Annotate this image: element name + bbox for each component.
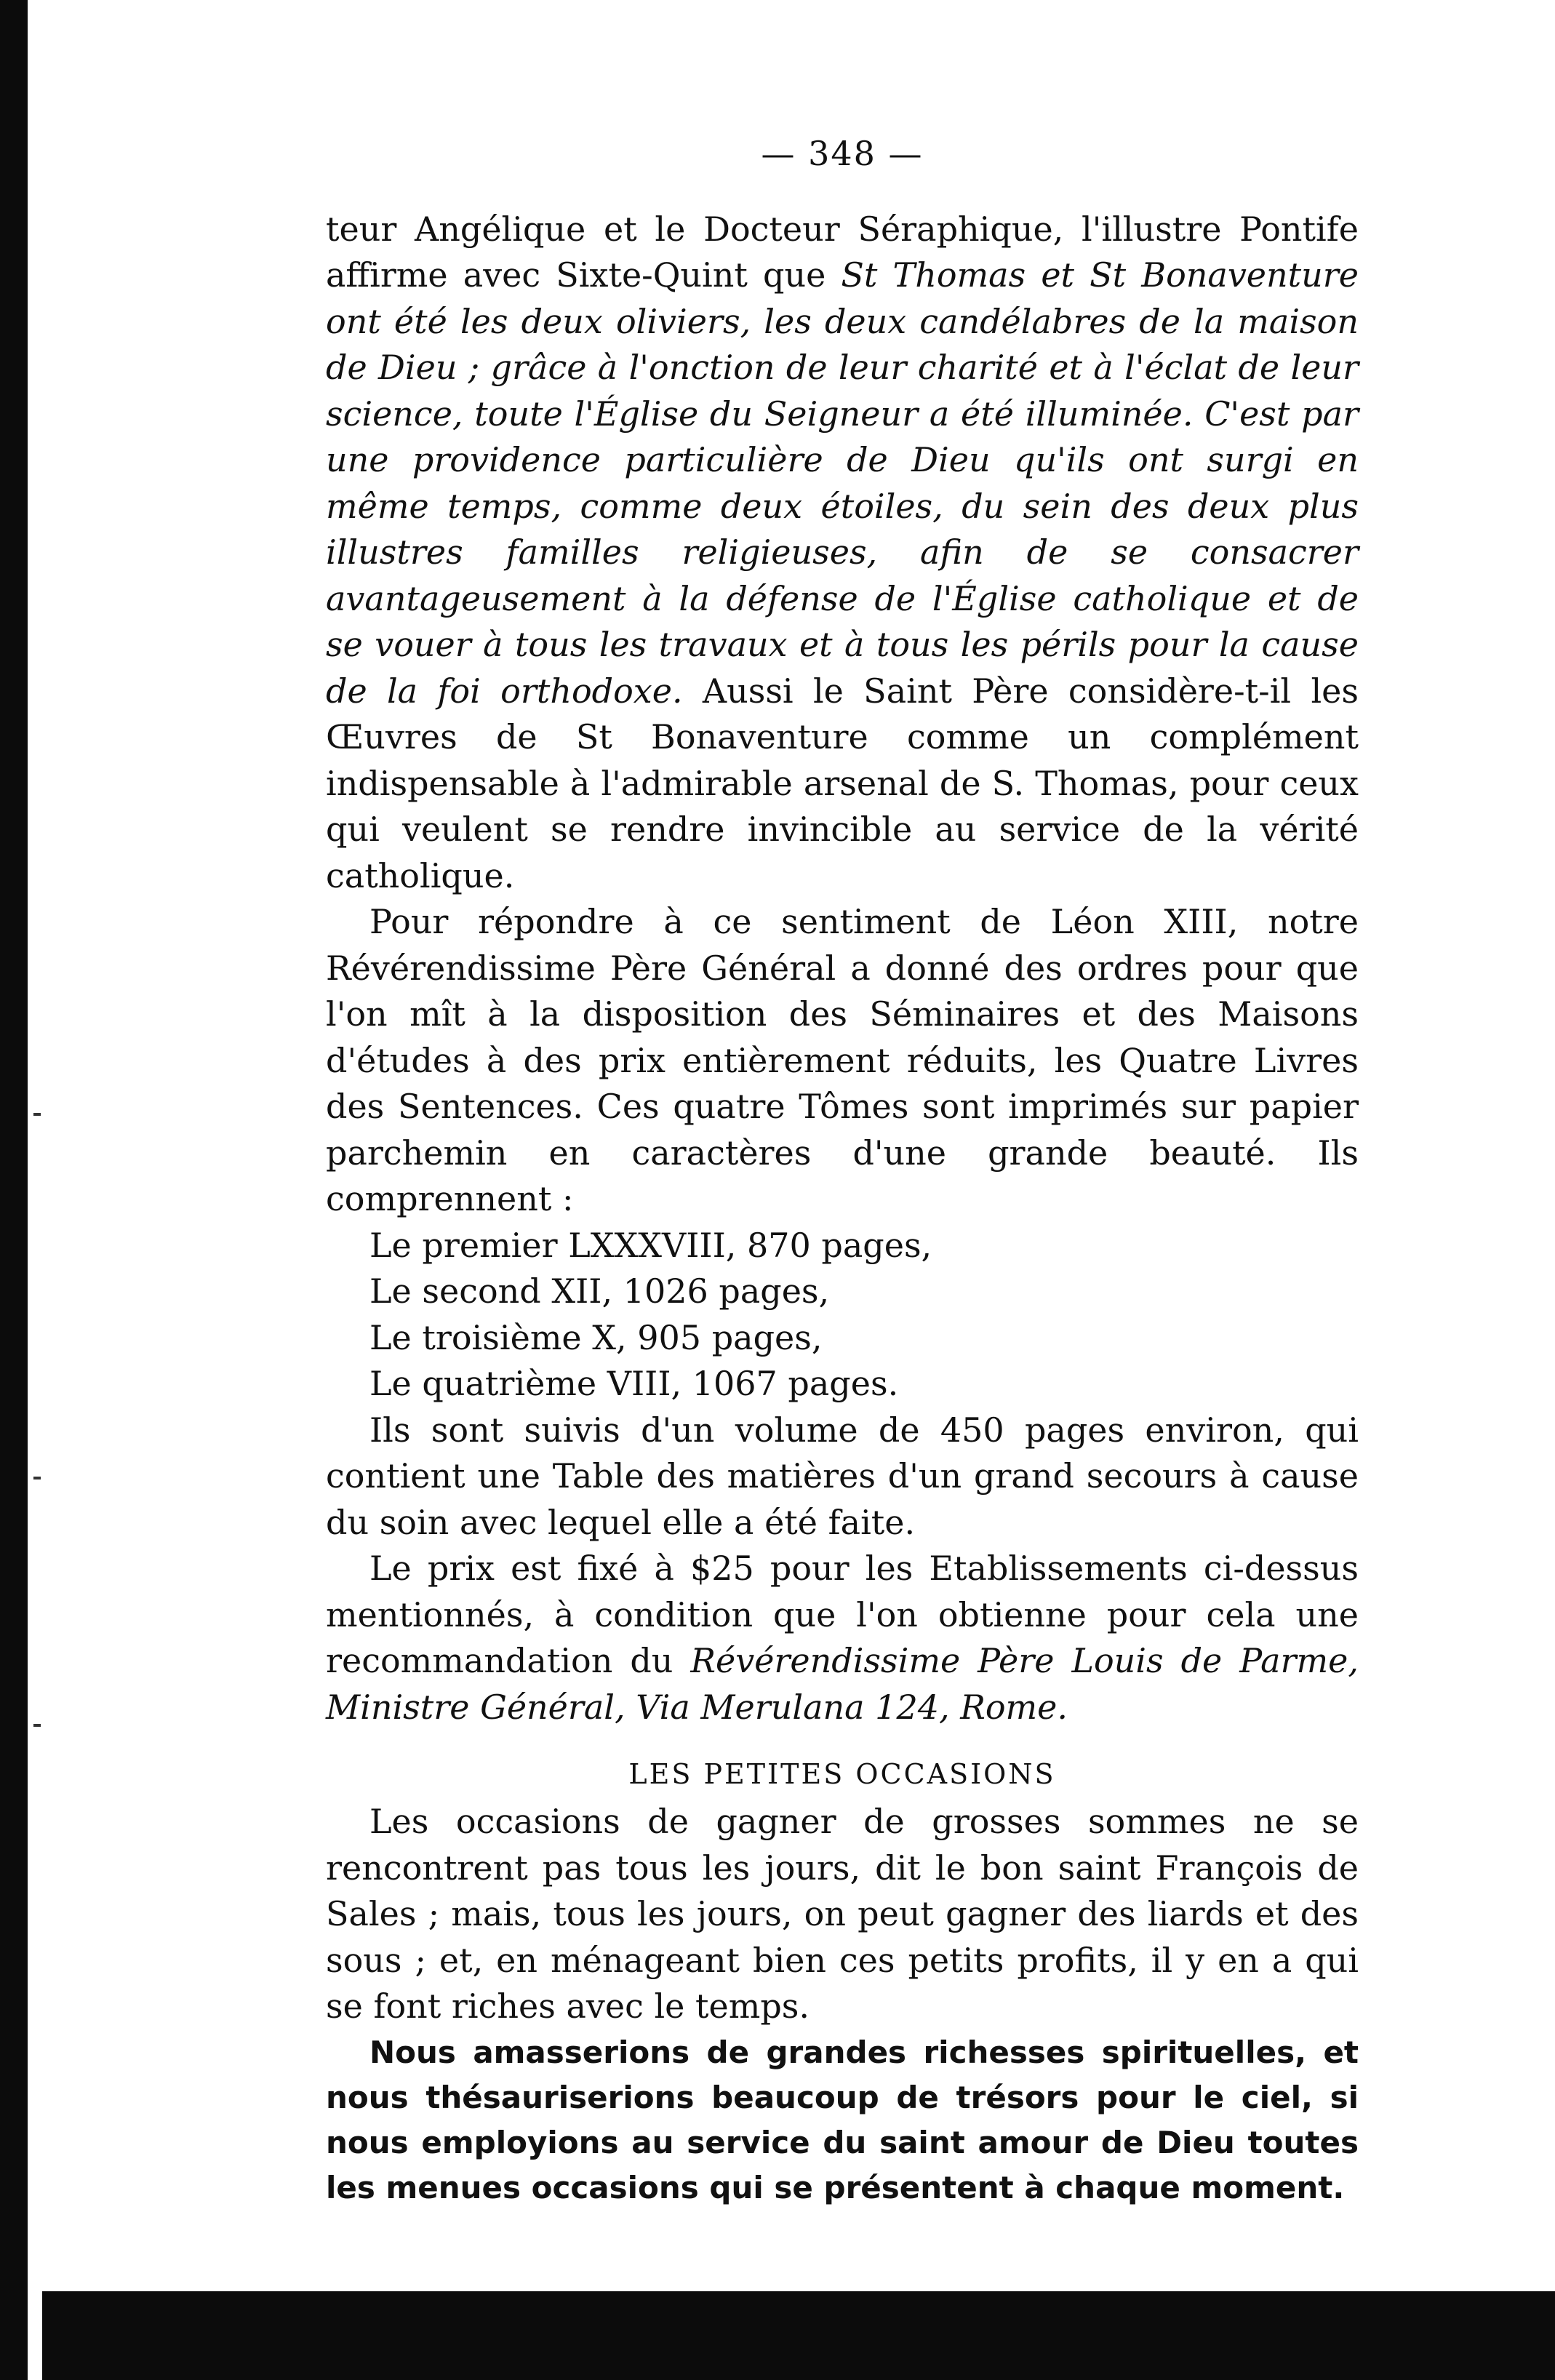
paragraph-1 xyxy=(326,207,1359,900)
section-title: LES PETITES OCCASIONS xyxy=(628,1758,1056,1790)
paragraph-2: Pour répondre à ce sentiment de Léon XIII, notre Révérendissime Père Général a donné des ordres pour que l'on mît à la disposition des Séminaires et des Maisons d'études à des prix entièrement réduits, les Quatre Livres des Sentences. Ces quatre Tômes sont imprimés sur papier parchemin en caractères d'une grande beauté. Ils comprennent : xyxy=(326,902,1359,1218)
list-item: Le quatrième VIII, 1067 pages. xyxy=(369,1364,899,1403)
paragraph-1-continuation: Aussi le Saint Père considère-t-il les Œuvres de St Bonaventure comme un complément indispensable à l'admirable arsenal de S. Thomas, pour ceux qui veulent se rendre invincible au service de la vérité catholique. xyxy=(326,671,1359,895)
paragraph-1-italic-quote: St Thomas et St Bonaventure ont été les deux oliviers, les deux candélabres de la maison de Dieu ; grâce à l'onction de leur charité et à l'éclat de leur science, toute l'Église du Seigneur a été illuminée. C'est par une providence particulière de Dieu qu'ils ont surgi en même temps, comme deux étoiles, du sein des deux plus illustres familles religieuses, afin de se consacrer avantageusement à la défense de l'Église catholique et de se vouer à tous les travaux et à tous les périls pour la cause de la foi orthodoxe. xyxy=(326,255,1359,711)
paragraph-1-text: teur Angélique et le Docteur Séraphique, l'illustre Pontife affirme avec Sixte-Quint que xyxy=(326,209,1359,295)
scan-border-left xyxy=(0,0,28,2380)
paragraph-4-text: Le prix est fixé à $25 pour les Etablissements ci-dessus mentionnés, à condition que l'on obtienne pour cela une recommandation du xyxy=(326,1549,1359,1680)
paragraph-6: Nous amasserions de grandes richesses spirituelles, et nous thésauriserions beaucoup de trésors pour le ciel, si nous employions au service du saint amour de Dieu toutes les menues occasions qui se présentent à chaque moment. xyxy=(326,2034,1359,2205)
list-item: Le premier LXXXVIII, 870 pages, xyxy=(369,1225,932,1265)
scan-margin-mark xyxy=(33,1113,41,1116)
list-item: Le troisième X, 905 pages, xyxy=(369,1317,823,1357)
paragraph-4 xyxy=(326,1546,1359,1730)
scan-margin-mark xyxy=(33,1477,41,1479)
paragraph-4-italic-address: Révérendissime Père Louis de Parme, Ministre Général, Via Merulana 124, Rome. xyxy=(326,1641,1359,1727)
scan-margin-mark xyxy=(33,1724,41,1727)
scan-border-bottom xyxy=(42,2291,1555,2380)
document-page xyxy=(326,131,1359,2211)
paragraph-3: Ils sont suivis d'un volume de 450 pages environ, qui contient une Table des matières d'un grand secours à cause du soin avec lequel elle a été faite. xyxy=(326,1410,1359,1542)
paragraph-5: Les occasions de gagner de grosses sommes ne se rencontrent pas tous les jours, dit le bon saint François de Sales ; mais, tous les jours, on peut gagner des liards et des sous ; et, en ménageant bien ces petits profits, il y en a qui se font riches avec le temps. xyxy=(326,1802,1359,2026)
page-number: — 348 — xyxy=(761,134,924,173)
list-item: Le second XII, 1026 pages, xyxy=(369,1271,830,1311)
